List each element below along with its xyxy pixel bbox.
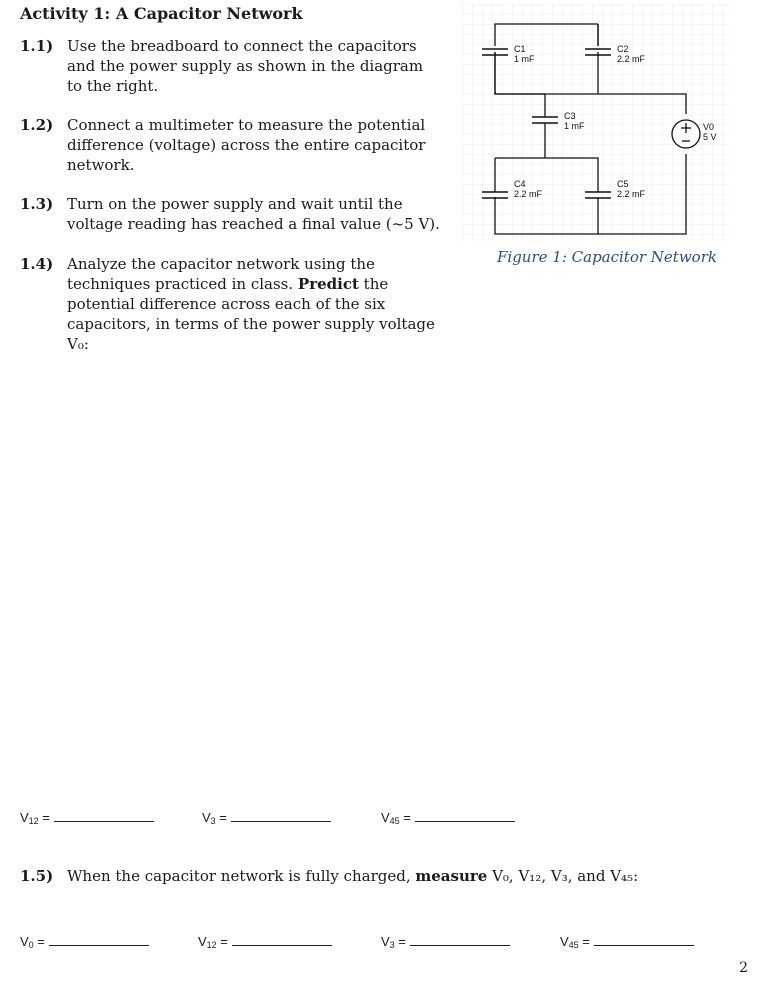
c2-value: 2.2 mF [617,54,646,64]
c3-name: C3 [564,111,576,121]
answer-blank[interactable] [232,932,332,946]
c4-name: C4 [514,179,526,189]
c1-value: 1 mF [514,54,535,64]
item-number: 1.5) [20,867,54,885]
item-1-2 [20,115,440,175]
c5-value: 2.2 mF [617,189,646,199]
item-text: When the capacitor network is fully charged, measure V₀, V₁₂, V₃, and V₄₅: [67,867,639,885]
answer-blank[interactable] [415,808,515,822]
item-number: 1.3) [20,195,54,213]
item-number: 1.4) [20,255,54,273]
predict-v3-field[interactable]: $V_3$ = [202,808,331,826]
v0-name: V0 [703,122,715,132]
capacitor-network-diagram [462,4,730,242]
item-1-5 [20,866,720,886]
c4-value: 2.2 mF [514,189,543,199]
answer-blank[interactable] [410,932,510,946]
item-1-1 [20,36,440,96]
figure-caption: Figure 1: Capacitor Network [497,248,717,266]
measure-v45-field[interactable]: $V_{45}$ = [560,932,694,950]
c1-name: C1 [514,44,526,54]
predict-v45-field[interactable]: $V_{45}$ = [381,808,515,826]
item-text: Analyze the capacitor network using the techniques practiced in class. Predict the potential difference across each of the six capacitors, in terms of the power supply voltage V₀: [67,255,435,353]
v0-value: 5 V [703,132,717,142]
item-number: 1.1) [20,37,54,55]
item-text: Connect a multimeter to measure the potential difference (voltage) across the entire capacitor network. [67,116,426,174]
item-text: Turn on the power supply and wait until the voltage reading has reached a final value (~5 V). [67,195,440,233]
c3-value: 1 mF [564,121,585,131]
c2-name: C2 [617,44,629,54]
measure-v0-field[interactable]: $V_0$ = [20,932,149,950]
answer-blank[interactable] [231,808,331,822]
answer-blank[interactable] [594,932,694,946]
item-number: 1.2) [20,116,54,134]
item-text: Use the breadboard to connect the capacitors and the power supply as shown in the diagram to the right. [67,37,424,95]
c5-name: C5 [617,179,629,189]
activity-heading: Activity 1: A Capacitor Network [20,4,303,23]
page-number: 2 [739,960,748,976]
predict-v12-field[interactable]: $V_{12}$ = [20,808,154,826]
item-1-3 [20,194,440,234]
measure-v3-field[interactable]: $V_3$ = [381,932,510,950]
answer-blank[interactable] [49,932,149,946]
measure-emphasis: measure [415,867,488,885]
predict-emphasis: Predict [297,275,359,293]
measure-v12-field[interactable]: $V_{12}$ = [198,932,332,950]
answer-blank[interactable] [54,808,154,822]
item-1-4 [20,254,440,354]
